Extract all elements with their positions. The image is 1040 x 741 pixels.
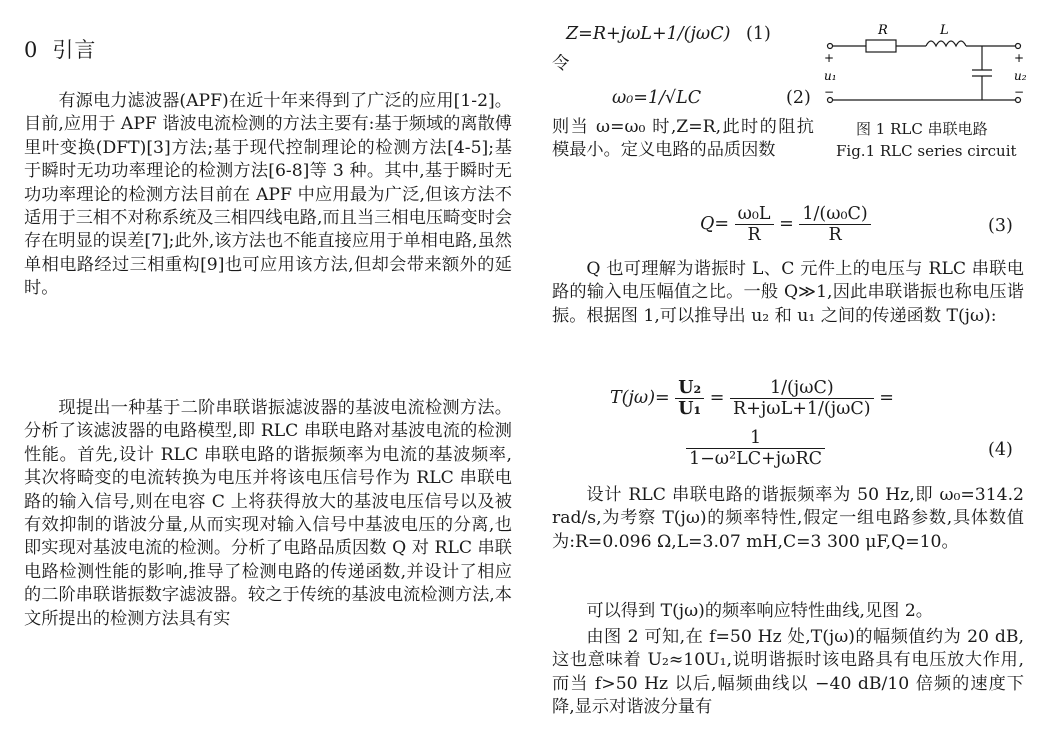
label-R: R (878, 23, 888, 38)
minus-out: − (1014, 85, 1025, 99)
equation-4-fraction-2 (730, 378, 874, 419)
equation-4-lhs: T(jω)= (610, 388, 670, 408)
analysis-paragraph: 由图 2 可知,在 f=50 Hz 处,T(jω)的幅频值约为 20 dB,这也意味着 U₂≈10U₁,说明谐振时该电路具有电压放大作用,而当 f>50 Hz 以后,幅频曲线以 −40 dB/10 倍频的速度下降,显示对谐波分量有 (552, 627, 1024, 718)
eq3-f2-den: R (828, 225, 842, 245)
equation-2-body: ω₀=1/√LC (612, 88, 702, 108)
eq3-equals: = (779, 214, 794, 234)
label-u1: u₁ (824, 69, 837, 83)
eq4-f2-den: R+jωL+1/(jωC) (733, 399, 871, 419)
rlc-circuit-diagram (822, 14, 1032, 114)
eq4-tail-equals: = (879, 388, 894, 408)
equation-3 (700, 204, 871, 245)
quality-factor-paragraph: 则当 ω=ω₀ 时,Z=R,此时的阻抗模最小。定义电路的品质因数 (552, 117, 814, 161)
equation-4-number: (4) (988, 440, 1013, 460)
eq4-equals: = (709, 388, 725, 408)
figure-caption-cn: 图 1 RLC 串联电路 (856, 120, 988, 138)
equation-2 (612, 88, 701, 108)
label-u2: u₂ (1014, 69, 1027, 83)
equation-4-line-2 (686, 428, 825, 469)
equation-4-fraction-1 (675, 378, 704, 419)
resistor-symbol (866, 40, 896, 52)
equation-3-lhs: Q= (700, 214, 730, 234)
section-title: 引言 (52, 38, 97, 62)
equation-1-number: (1) (746, 24, 771, 44)
eq4-f3-den: 1−ω²LC+jωRC (689, 449, 823, 469)
design-paragraph: 设计 RLC 串联电路的谐振频率为 50 Hz,即 ω₀=314.2 rad/s,为考察 T(jω)的频率特性,假定一组电路参数,具体数值为:R=0.096 Ω,L=3.07 mH,C=3 300 μF,Q=10。 (552, 485, 1024, 552)
equation-2-number: (2) (786, 88, 811, 108)
section-heading (24, 34, 96, 64)
response-paragraph: 可以得到 T(jω)的频率响应特性曲线,见图 2。 (586, 601, 933, 621)
plus-out: + (1014, 51, 1025, 65)
eq3-f1-den: R (747, 225, 761, 245)
transfer-paragraph: Q 也可理解为谐振时 L、C 元件上的电压与 RLC 串联电路的输入电压幅值之比。一般 Q≫1,因此串联谐振也称电压谐振。根据图 1,可以推导出 u₂ 和 u₁ 之间的传递函数 T(jω): (552, 259, 1024, 326)
plus-in: + (824, 51, 835, 65)
equation-1 (566, 24, 771, 44)
equation-3-fraction-2 (799, 204, 870, 245)
equation-3-number: (3) (988, 216, 1013, 236)
rlc-circuit-figure (822, 14, 1032, 164)
section-number: 0 (24, 38, 39, 62)
equation-3-fraction-1 (735, 204, 774, 245)
eq3-f2-num: 1/(ω₀C) (799, 204, 870, 225)
ling-word: 令 (552, 54, 570, 74)
figure-caption-en: Fig.1 RLC series circuit (836, 142, 1017, 160)
eq4-f1-den: U₁ (678, 399, 702, 419)
equation-4 (610, 378, 894, 419)
label-L: L (940, 23, 949, 38)
intro-paragraph-2: 现提出一种基于二阶串联谐振滤波器的基波电流检测方法。分析了该滤波器的电路模型,即 RLC 串联电路对基波电流的检测性能。首先,设计 RLC 串联电路的谐振频率为电流的基波频率,其次将畸变的电流转换为电压并将该电压信号作为 RLC 串联电路的输入信号,则在电容 C 上将获得放大的基波电压信号以及被有效抑制的谐波分量,从而实现对输入信号中基波电压的分离,也即实现对基波电流的检测。分析了电路品质因数 Q 对 RLC 串联电路检测性能的影响,推导了检测电路的传递函数,并设计了相应的二阶串联谐振数字滤波器。较之于传统的基波电流检测方法,本文所提出的检测方法具有实 (24, 398, 512, 629)
eq4-f1-num: U₂ (675, 378, 704, 399)
eq4-f3-num: 1 (686, 428, 825, 449)
terminal-in-top (828, 44, 833, 49)
inductor-symbol (926, 41, 966, 46)
eq4-f2-num: 1/(jωC) (730, 378, 874, 399)
intro-paragraph-1: 有源电力滤波器(APF)在近十年来得到了广泛的应用[1-2]。目前,应用于 APF 谐波电流检测的方法主要有:基于频域的离散傅里叶变换(DFT)[3]方法;基于现代控制理论的检测方法[4-5];基于瞬时无功功率理论的检测方法[6-8]等 3 种。其中,基于瞬时无功功率理论的检测方法目前在 APF 中应用最为广泛,但该方法不适用于三相不对称系统及三相四线电路,而且当三相电压畸变时会存在明显的误差[7];此外,该方法也不能直接应用于单相电路,虽然单相电路经过三相重构[9]也可应用该方法,但却会带来额外的延时。 (24, 91, 512, 299)
minus-in: − (824, 85, 835, 99)
terminal-out-top (1016, 44, 1021, 49)
equation-4-fraction-3 (686, 428, 825, 469)
eq3-f1-num: ω₀L (735, 204, 774, 225)
equation-1-body: Z=R+jωL+1/(jωC) (566, 24, 731, 44)
